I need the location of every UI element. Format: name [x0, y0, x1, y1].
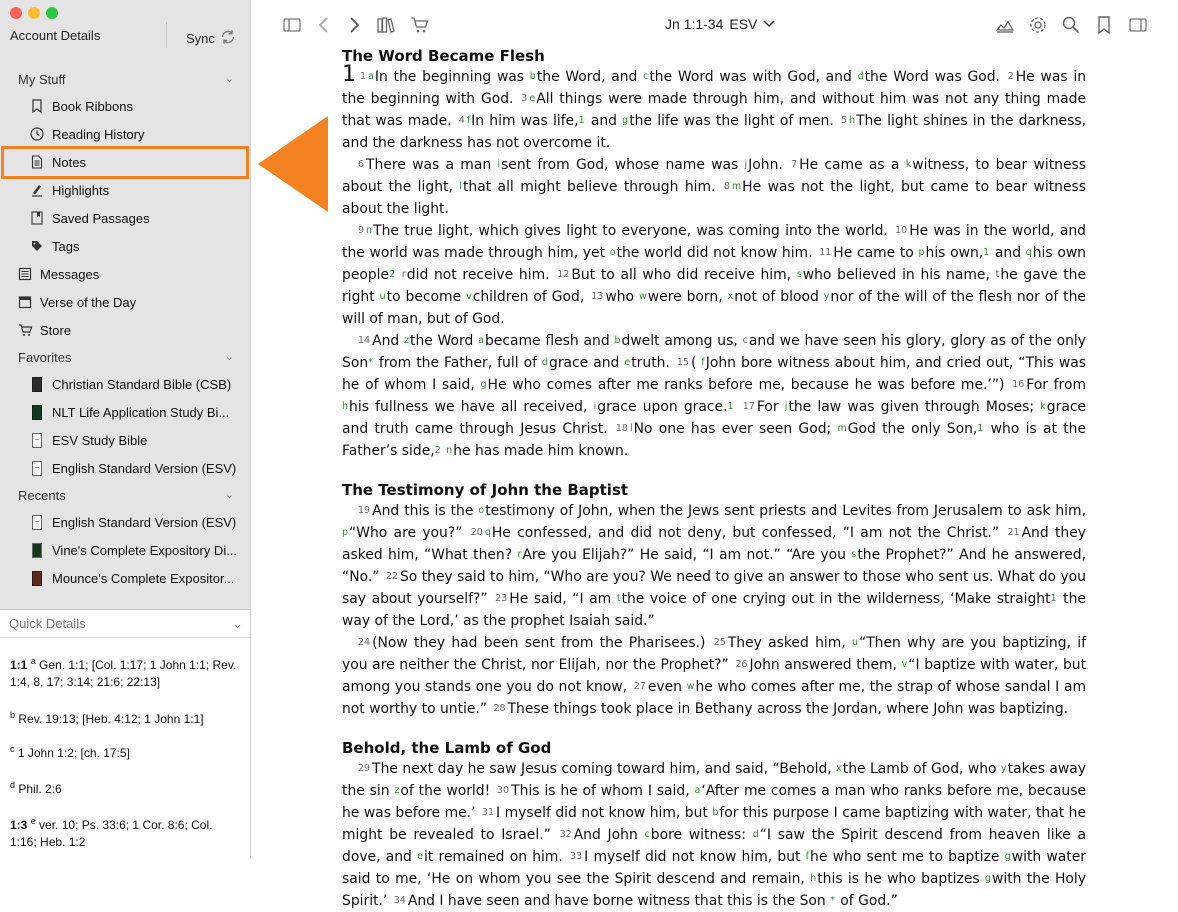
cross-reference-note[interactable]	[10, 653, 242, 691]
sidebar	[0, 0, 251, 858]
sidebar-item-recent-mounces[interactable]	[0, 565, 251, 591]
quick-details-title: Quick Details	[9, 616, 86, 631]
sidebar-item-store[interactable]	[0, 317, 251, 343]
sidebar-item-recent-vines[interactable]	[0, 537, 251, 563]
note-text: Rev. 19:13; [Heb. 4:12; 1 John 1:1]	[18, 712, 204, 726]
note-letter: a	[30, 656, 36, 666]
sidebar-item-recent-esv[interactable]	[0, 509, 251, 535]
sidebar-item-label: Highlights	[52, 182, 110, 198]
library-icon[interactable]	[375, 14, 397, 36]
cross-reference-note[interactable]	[10, 741, 242, 762]
note-verse-ref: 1:3	[10, 818, 28, 832]
note-letter: c	[10, 744, 15, 754]
book-cover-icon	[29, 376, 45, 392]
sidebar-item-label: NLT Life Application Study Bi...	[52, 404, 230, 420]
bookmark-icon	[29, 98, 45, 114]
paragraph: $^{24}$ (Now they had been sent from the Pharisees.) $^{25}$ They asked him, $^u$“Then why are you baptizing, if you are neither the Christ, nor Elijah, nor the Prophet?” $^{26}$ John answered them, $^v$“I baptize with water, but among you stands one you do not know, $^{27}$ even $^w$he who comes after me, the strap of whose sandal I am not worthy to untie.” $^{28}$ These things took place in Bethany across the Jordan, where John was baptizing.	[342, 635, 1087, 717]
sync-icon	[219, 28, 237, 49]
passage-reference: Jn 1:1-34	[665, 16, 724, 32]
highlighter-icon	[29, 182, 45, 198]
chevron-down-icon: ⌄	[224, 73, 234, 85]
bible-version: ESV	[729, 16, 758, 32]
note-text: Phil. 2:6	[18, 782, 62, 796]
book-cover-icon	[29, 514, 45, 530]
note-icon	[29, 154, 45, 170]
chevron-down-icon: ⌄	[224, 351, 234, 363]
sidebar-item-nlt-study-bible[interactable]	[0, 399, 251, 425]
sync-button[interactable]	[186, 28, 237, 49]
paragraph: $^6$ There was a man $^i$sent from God, whose name was $^j$John. $^7$ He came as a $^k$witness, to bear witness about the light, $^l$that all might believe through him. $^8$ $^m$He was not the light, but came to bear witness about the light.	[342, 157, 1086, 217]
divider	[0, 637, 250, 638]
sidebar-item-label: ESV Study Bible	[52, 432, 148, 448]
back-arrow-icon[interactable]	[313, 14, 335, 36]
bible-text-pane[interactable]	[342, 46, 1086, 912]
forward-arrow-icon[interactable]	[343, 14, 365, 36]
section-heading: Behold, the Lamb of God	[342, 739, 552, 757]
orange-arrow-annotation	[258, 116, 328, 212]
close-window-button[interactable]	[10, 7, 22, 19]
split-view-icon[interactable]	[1127, 14, 1149, 36]
book-cover-icon	[29, 404, 45, 420]
book-cover-icon	[29, 542, 45, 558]
paragraph: $^{19}$ And this is the $^o$testimony of John, when the Jews sent priests and Levites from Jerusalem to ask him, $^p$“Who are you?” $^{20}$ $^q$He confessed, and did not deny, but confessed, “I am not the Christ.” $^{21}$ And they asked him, “What then? $^r$Are you Elijah?” He said, “I am not.” “Are you $^s$the Prophet?” And he answered, “No.” $^{22}$ So they said to him, “Who are you? We need to give an answer to those who sent us. What do you say about yourself?” $^{23}$ He said, “I am $^t$the voice of one crying out in the wilderness, ‘Make straight$^1$ the way of the Lord,’ as the prophet Isaiah said.”	[342, 503, 1086, 629]
note-letter: d	[10, 780, 16, 790]
messages-icon	[17, 266, 33, 282]
calendar-icon	[17, 294, 33, 310]
saved-passage-icon	[29, 210, 45, 226]
book-cover-icon	[29, 460, 45, 476]
book-cover-icon	[29, 432, 45, 448]
sidebar-item-label: Messages	[40, 266, 100, 282]
sidebar-item-label: English Standard Version (ESV)	[52, 514, 237, 530]
paragraph: $^{14}$ And $^z$the Word $^a$became flesh and $^b$dwelt among us, $^c$and we have seen his glory, glory as of the only Son* from the Father, full of $^d$grace and $^e$truth. $^{15}$ ( $^f$John bore witness about him, and cried out, “This was he of whom I said, $^g$He who comes after me ranks before me, because he was before me.’”) $^{16}$ For from $^h$his fullness we have all received, $^i$grace upon grace.$^1$ $^{17}$ For $^j$the law was given through Moses; $^k$grace and truth came through Jesus Christ. $^{18}$ $^l$No one has ever seen God; $^m$God the only Son,$^1$ who is at the Father’s side,$^2$ $^n$he has made him known.	[342, 333, 1087, 459]
cross-reference-note[interactable]	[10, 707, 242, 728]
sidebar-item-reading-history[interactable]	[0, 121, 251, 147]
zoom-window-button[interactable]	[46, 7, 58, 19]
chevron-down-icon	[763, 16, 775, 32]
account-details-button[interactable]: Account Details	[10, 28, 101, 43]
sidebar-item-label: Mounce's Complete Expositor...	[52, 570, 235, 586]
divider	[166, 22, 167, 48]
favorites-title: Favorites	[18, 350, 72, 365]
passage-reference-dropdown[interactable]	[665, 16, 775, 32]
sidebar-item-tags[interactable]	[0, 233, 251, 259]
sidebar-item-label: Reading History	[52, 126, 145, 142]
book-cover-icon	[29, 570, 45, 586]
minimize-window-button[interactable]	[28, 7, 40, 19]
sidebar-item-label: Verse of the Day	[40, 294, 137, 310]
note-text: Gen. 1:1; [Col. 1:17; 1 John 1:1; Rev. 1:4, 8, 17; 3:14; 21:6; 22:13]	[10, 658, 237, 689]
gear-icon[interactable]	[1027, 14, 1049, 36]
sidebar-item-notes[interactable]	[0, 149, 251, 175]
chevron-down-icon: ⌄	[224, 489, 234, 501]
my-stuff-title: My Stuff	[18, 72, 66, 87]
quick-details-header[interactable]	[9, 616, 243, 631]
note-verse-ref: 1:1	[10, 658, 28, 672]
paragraph: $^9$ $^n$The true light, which gives light to everyone, was coming into the world. $^{10}$ He was in the world, and the world was made through him, yet $^o$the world did not know him. $^{11}$ He came to $^p$his own,$^1$ and $^q$his own people$^2$ $^r$did not receive him. $^{12}$ But to all who did receive him, $^s$who believed in his name, $^t$he gave the right $^u$to become $^v$children of God, $^{13}$ who $^w$were born, $^x$not of blood $^y$nor of the will of the flesh nor of the will of man, but of God.	[342, 223, 1086, 327]
section-heading: The Word Became Flesh	[342, 47, 545, 65]
sidebar-item-label: Book Ribbons	[52, 98, 133, 114]
sidebar-item-verse-of-the-day[interactable]	[0, 289, 251, 315]
sidebar-item-esv[interactable]	[0, 455, 251, 481]
sidebar-item-book-ribbons[interactable]	[0, 93, 251, 119]
reading-plan-icon[interactable]	[994, 14, 1016, 36]
window-controls	[10, 7, 58, 19]
sidebar-item-highlights[interactable]	[0, 177, 251, 203]
note-text: 1 John 1:2; [ch. 17:5]	[17, 746, 130, 760]
sidebar-item-esv-study-bible[interactable]	[0, 427, 251, 453]
sidebar-item-label: English Standard Version (ESV)	[52, 460, 237, 476]
sidebar-item-label: Christian Standard Bible (CSB)	[52, 376, 232, 392]
cross-reference-note[interactable]	[10, 813, 242, 851]
sidebar-item-label: Tags	[52, 238, 80, 254]
search-icon[interactable]	[1060, 14, 1082, 36]
sidebar-item-label: Store	[40, 322, 72, 338]
section-heading: The Testimony of John the Baptist	[342, 481, 629, 499]
my-stuff-header[interactable]	[18, 72, 234, 87]
paragraph: $^{29}$ The next day he saw Jesus coming toward him, and said, “Behold, $^x$the Lamb of God, who $^y$takes away the sin $^z$of the world! $^{30}$ This is he of whom I said, $^a$‘After me comes a man who ranks before me, because he was before me.’ $^{31}$ I myself did not know him, but $^b$for this purpose I came baptizing with water, that he might be revealed to Israel.” $^{32}$ And John $^c$bore witness: $^d$“I saw the Spirit descend from heaven like a dove, and $^e$it remained on him. $^{33}$ I myself did not know him, but $^f$he who sent me to baptize $^g$with water said to me, ‘He on whom you see the Spirit descend and remain, $^h$this is he who baptizes $^g$with the Holy Spirit.’ $^{34}$ And I have seen and have borne witness that this is the Son * of God.”	[342, 761, 1087, 909]
sidebar-item-label: Vine's Complete Expository Di...	[52, 542, 238, 558]
note-text: ver. 10; Ps. 33:6; 1 Cor. 8:6; Col. 1:16; Heb. 1:2	[10, 818, 213, 849]
sidebar-item-messages[interactable]	[0, 261, 251, 287]
cross-reference-note[interactable]	[10, 777, 242, 798]
note-letter: e	[30, 816, 36, 826]
sidebar-item-label: Saved Passages	[52, 210, 150, 226]
recents-header[interactable]	[18, 488, 234, 503]
cart-icon[interactable]	[409, 14, 431, 36]
bookmark-icon[interactable]	[1093, 14, 1115, 36]
sidebar-item-label: Notes	[52, 154, 86, 170]
recents-title: Recents	[18, 488, 66, 503]
sidebar-toggle-icon[interactable]	[281, 14, 303, 36]
favorites-header[interactable]	[18, 350, 234, 365]
sync-label: Sync	[186, 31, 215, 46]
chevron-down-icon: ⌄	[232, 616, 243, 631]
tag-icon	[29, 238, 45, 254]
sidebar-item-saved-passages[interactable]	[0, 205, 251, 231]
clock-icon	[29, 126, 45, 142]
cart-icon	[17, 322, 33, 338]
toolbar	[251, 0, 1178, 48]
sidebar-item-csb[interactable]	[0, 371, 251, 397]
note-letter: b	[10, 710, 16, 720]
paragraph: 1 $^1$ $^a$In the beginning was $^b$the Word, and $^c$the Word was with God, and $^d$the Word was God. $^2$ He was in the beginning with God. $^3$ $^e$All things were made through him, and without him was not any thing made that was made. $^4$ $^f$In him was life,$^1$ and $^g$the life was the light of men. $^5$ $^h$The light shines in the darkness, and the darkness has not overcome it.	[342, 62, 1086, 151]
